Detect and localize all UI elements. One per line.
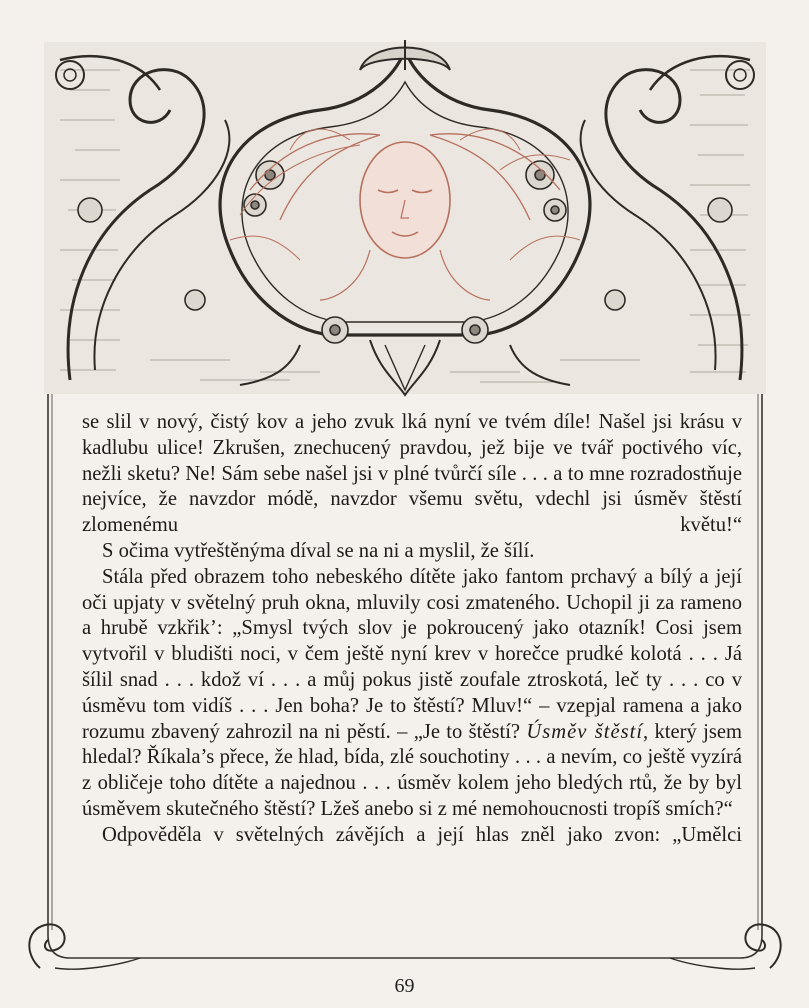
- paragraph-3: [82, 565, 742, 823]
- paragraph-4: Odpověděla v světelných závějích a její hlas zněl jako zvon: „Umělci: [102, 823, 742, 846]
- bottom-right-scroll: [670, 924, 781, 969]
- paragraph-3-part-b: , který jsem hledal? Říkala’s přece, že hlad, bída, zlé souchotiny . . . a nevím, co ještě vyzírá z obličeje toho dítěte a najednou . . . úsměv kolem jeho bledých rtů, že by byl úsměvem skutečného štěstí? Lžeš anebo si z mé nemohoucnosti tropíš smích?“: [82, 720, 742, 820]
- bottom-left-scroll: [29, 924, 140, 969]
- paragraph-2: S očima vytřeštěnýma díval se na ni a myslil, že šílí.: [102, 539, 535, 562]
- body-text: [82, 410, 742, 849]
- page-number: 69: [394, 975, 415, 997]
- paragraph-1: se slil v nový, čistý kov a jeho zvuk lká nyní ve tvém díle! Našel jsi krásu v kadlubu ulice! Zkrušen, znechucený pravdou, jež bije ve tvář poctivého víc, nežli sketu? Ne! Sám sebe našel jsi v plné tvůrčí síle . . . a to mne rozradostňuje nejvíce, že navzdor módě, navzdor všemu světu, vdechl jsi úsměv štěstí zlomenému květu!“: [82, 411, 742, 537]
- paragraph-3-part-a: Stála před obrazem toho nebeského dítěte jako fantom prchavý a bílý a její oči upjaty v světelný pruh okna, mluvily cosi zmateného. Uchopil ji za rameno a hrubě vzkřik’: „Smysl tvých slov je pokroucený jako otazník! Cosi jsem vytvořil v bludišti noci, v čem ještě nyní krev v horečce prudké kolotá . . . Já šílil snad . . . kdož ví . . . a můj pokus jistě zoufale ztroskotá, leč ty . . . co v úsměvu tom vidíš . . . Jen boha? Je to štěstí? Mluv!“ – vzepjal ramena a jako rozumu zbavený zahrozil na ni pěstí. – „Je to štěstí?: [82, 565, 742, 743]
- paragraph-3-emphasis: Úsměv štěstí: [526, 720, 644, 743]
